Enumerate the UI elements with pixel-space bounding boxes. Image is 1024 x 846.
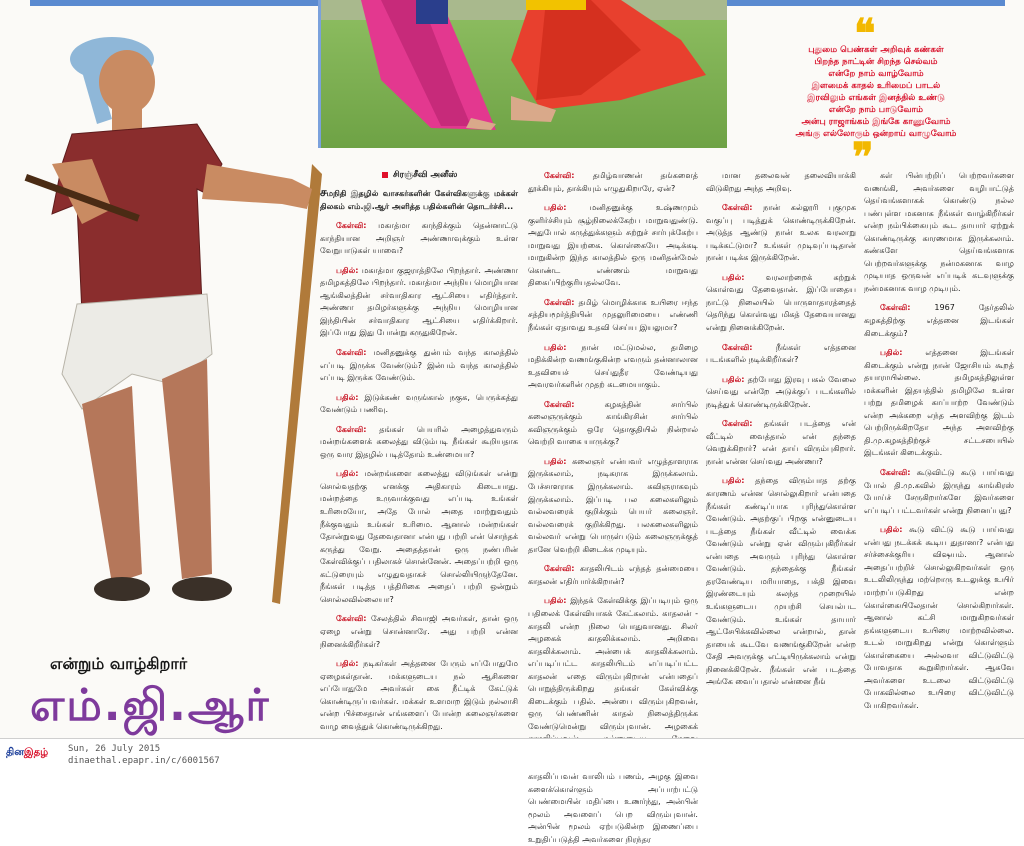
answer-label: பதில்: <box>336 469 359 479</box>
poem-line: அன்பு ராஜாங்கம் இங்கே காணுவோம் <box>801 117 951 127</box>
qa-paragraph <box>320 468 518 606</box>
qa-paragraph <box>528 595 698 846</box>
qa-paragraph <box>528 202 698 290</box>
poem-line: பிறந்த நாட்டின் சிறந்த செல்வம் <box>814 57 938 67</box>
question-label: கேள்வி: <box>336 424 367 434</box>
qa-paragraph <box>864 347 1014 460</box>
article-column-3 <box>706 170 856 736</box>
question-label: கேள்வி: <box>544 399 575 409</box>
question-label: கேள்வி: <box>722 342 753 352</box>
qa-paragraph <box>320 658 518 733</box>
answer-text: எத்தனை இடங்கள் கிடைக்கும் என்று நான் ஜோசியம் கூறத் தயாராயில்லை. தமிழகத்திலுள்ள மக்களின் இதயத்தில் தமிழிலே உள்ள பற்று தமிழைக் காப்பாற்ற வேண்டும் என்ற அக்கறை எந்த அளவிற்கு இடம் பெற்றிருக்கிறதோ அந்த அளவிற்கு தி.மு.கழகத்திற்குச் சட்டசபையில் இடங்கள் கிடைக்கும். <box>864 348 1014 458</box>
answer-text: இந்தக் கேள்விக்கு இப்படியும் ஒரு பதிலைக் கேள்வியாகக் கேட்கலாம். காதலன் - காதலி என்ற நிலை பொதுவானது. சிலர் அழகைக் காதலிக்கலாம். அறிவை காதலிக்கலாம். அன்பைக் காதலிக்கலாம். எப்படிப்பட்ட காதலியிடம் எப்படிப்பட்ட காதலன் எதை விரும்புகிறான் என்பதைப் பொறுத்திருக்கிறது தங்கள் கேள்விக்கு கிடைக்கும் பதில். அன்பை விரும்புகிறவன், ஒரு பெண்ணின் காதல் நிலைத்திருக்க வேண்டுமென்று விரும்புவான். அழகைக் காதலிப்பவன் வாலிபம் பணம், அழகு இவை களைக்கொள்ளும் அப்பாற்பட்டு பெண்மையின் மதிப்பை உணர்ந்து, அன்பின் மூலம் அவளைப் பெற விரும்புவான். அன்பின் மூலம் ஏற்படுகின்ற இணைப்பை உறுதிப்படுத்தி அவர்களை நிரந்தர <box>528 596 698 844</box>
qa-paragraph <box>320 347 518 385</box>
question-label: கேள்வி: <box>544 564 575 574</box>
mgr-illustration <box>22 14 342 614</box>
page-footer <box>0 738 1024 770</box>
question-text: தமிழ்வாணன் தங்களைத் தூக்கியும், தாக்கியும் எழுதுகிறாரே, ஏன்? <box>528 171 699 193</box>
poem-line: என்றே நாம் வாழ்வோம் <box>828 69 924 79</box>
answer-label: பதில்: <box>544 456 567 466</box>
answer-label: பதில்: <box>722 272 745 282</box>
mgr-figure <box>22 14 342 614</box>
answer-label: பதில்: <box>880 525 903 535</box>
question-label: கேள்வி: <box>544 297 575 307</box>
dancers-photo-image <box>321 0 727 148</box>
poem-lines <box>756 44 996 140</box>
answer-label: பதில்: <box>544 342 567 352</box>
qa-paragraph <box>528 170 698 195</box>
answer-text: மகாத்மா குஜராத்திலே பிறந்தார். அண்ணா தமிழகத்திலே பிறந்தார். மகாத்மா அந்நிய மொழியான ஆங்கிலத்தின் சர்வாதிகார ஆட்சியை எதிர்த்தார். அண்ணா தமிழர்களுக்கு அந்நிய மொழியான இந்தியின் சர்வாதிகார ஆட்சியை எதிர்க்கிறார். இப்போது இது போன்று கருதுகிறேன். <box>320 265 518 338</box>
article-column-2 <box>528 170 699 844</box>
answer-text: தந்தை விரும்பாத தற்கு காரணம் என்ன சொல்லுகிறார் என்பதை நீங்கள் கண்டிப்பாக புரிந்துகொள்ள வேண்டும். அதற்குப் பிறகு என்னுடைய படத்தை நீங்கள் வீட்டில் வைக்க வேண்டும் என்று ஏன் விரும்புகிறீர்கள் என்பதை அவரும் புரிந்து கொள்ள வேண்டும். தந்தைக்கு நீங்கள் தரவேண்டிய மரியாதை, பக்தி இவை இரண்டையும் கலந்த முறையில் உங்களுடைய முயற்சி செயல்பட வேண்டும். உங்கள் தாயார் ஆட்சேபிக்கவில்லை என்றால், தான் தாயைக் கூடவே வணங்குகிறேன் என்ற சேதி அவருக்கு எட்டியிருக்கலாம் என்று நினைக்கிறேன். நீங்கள் என் படத்தை அங்கே வைப்பதால் என்னை நீங் <box>706 476 856 687</box>
question-label: கேள்வி: <box>722 419 753 429</box>
qa-paragraph <box>706 202 856 265</box>
answer-label: பதில்: <box>336 265 359 275</box>
logo-part-2: இதழ் <box>23 747 49 758</box>
question-text: கழகத்தின் சார்பில் கலைஞருக்கும் காங்கிரசின் சார்பில் கவிஞருக்கும் ஒரே தொகுதியில் நின்றால் வெற்றி வாகை யாருக்கு? <box>528 399 698 447</box>
answer-text: இடுக்கண் வருங்கால் நகுக, பெருக்கத்து வேண்டும் பணிவு. <box>320 392 518 415</box>
poem-line: புதுமை பெண்கள் அறிவுக் கண்கள் <box>808 45 944 55</box>
answer-text: நான் மட்டுமல்ல, தமிழை மதிக்கின்ற வணங்குகின்ற எவரும் தன்னாலான உதவியைச் செய்துதீர வேண்டியது அவரவர்களின் முதற் கடமையாகும். <box>528 342 699 390</box>
dancers-photo <box>318 0 724 148</box>
qa-paragraph <box>706 272 856 335</box>
question-label: கேள்வி: <box>336 221 367 231</box>
answer-text: வரலாற்றைக் கற்றுக் கொள்வது தேவைதான். இப்போதைய நாட்டு நிலையில் பொருளாதாரத்தைத் தெரிந்து கொள்வது மிகத் தேவையானது என்று நினைக்கிறேன். <box>706 272 856 333</box>
article-column-1 <box>320 186 518 734</box>
question-text: தங்கள் படத்தை என் வீட்டில் வைத்தால் என் தந்தை வெறுக்கிறார்? என் தாய் விரும்புகிறார். நான் என்ன செய்வது அண்ணா? <box>706 419 857 466</box>
answer-label: பதில்: <box>336 659 359 669</box>
question-text: நீங்கள் எத்தனை படங்களில் நடிக்கிறீர்கள்? <box>706 342 856 365</box>
answer-label: பதில்: <box>722 374 745 384</box>
answer-text: நடிகர்கள் அத்தனை பேரும் எப்போதுமே ஏழைகள்தான். மக்களுடைய நல் ஆசிகளை எப்போதுமே அவர்கள் கை நீட்டிக் கேட்டுக் கொண்டிருப்பவர்கள். மக்கள் உளமாற இடும் நல்லாசி என்ற பிச்சைதான் எங்களைப் போன்ற கலைஞர்களை வாழ வைத்துக் கொண்டிருக்கிறது. <box>320 659 518 731</box>
question-label: கேள்வி: <box>336 348 367 358</box>
intro-lead-letter: ச <box>320 185 327 199</box>
answer-label: பதில்: <box>544 596 567 606</box>
byline-text: சிரஞ்சீவி அனீஸ் <box>393 170 458 180</box>
question-text: சேலத்தில் சிவாஜி அவர்கள், தான் ஒரு ஏழை என்று சொன்னாரே. அது பற்றி என்ன நினைக்கிறீர்கள்? <box>320 614 518 649</box>
poem-line: அங்கு எல்லோரும் ஒன்றாய் வாழுவோம் <box>795 129 957 139</box>
qa-paragraph <box>320 265 518 340</box>
headline-subtitle: என்றும் வாழ்கிறார் <box>50 654 188 673</box>
answer-text: கூடு விட்டு கூடு பாய்வது என்பது நடக்கக் கூடிய துதானா? என்பது சர்ச்சைக்குரிய விஷயம். ஆனால் அதைப்பற்றிச் சொல்லுகிறவர்கள் ஒரு உடலிலிருந்து மற்றொரு உடலுக்கு உயிர் மாற்றப்படுகிறது என்ற கொள்கையிலேதான் சொல்கிறார்கள். ஆனால் கட்சி மாறுகிறவர்கள் தங்களுடைய உயிரை மாற்றவில்லை. உடல் மாறுகிறது என்று கொள்ளும் கொள்கையை அல்லவா விட்டுவிட்டு போவதாக கூறுகிறார்கள். ஆகவே அவர்களை உடலை விட்டுவிட்டு போகவில்லை உயிரை விட்டுவிட்டு போகிறவர்கள். <box>864 525 1014 710</box>
answer-text: தற்போது இரவு பகல் வேலை செய்வது என்றே அடுக்குப் படங்களில் நடித்துக் கொண்டிருக்கிறேன். <box>706 374 857 409</box>
qa-paragraph <box>864 467 1014 517</box>
newspaper-logo <box>6 747 48 759</box>
qa-paragraph <box>864 302 1014 340</box>
question-label: கேள்வி: <box>336 614 367 624</box>
qa-paragraph <box>528 456 698 556</box>
qa-paragraph <box>706 170 856 195</box>
qa-paragraph <box>706 342 856 367</box>
answer-label: பதில்: <box>336 392 359 402</box>
question-label: கேள்வி: <box>880 468 911 478</box>
qa-paragraph <box>864 170 1014 295</box>
qa-paragraph <box>528 297 698 335</box>
headline-title: எம்.ஜி.ஆர் <box>30 680 271 731</box>
poem-line: இரவிலும் எங்கள் இனத்தில் உண்டு <box>807 93 945 103</box>
qa-paragraph <box>320 220 518 258</box>
question-text: மகாத்மா காந்திக்கும் தென்னாட்டு காந்தியான அறிஞர் அண்ணாவுக்கும் உள்ள வேறுபாடுகள் யாவை? <box>320 221 518 256</box>
qa-paragraph <box>706 418 856 468</box>
question-text: நான் கல்லூரி புகுமுக வகுப்பு படித்துக் கொண்டிருக்கிறேன். அடுத்த ஆண்டு நான் உலக வரலாறு படிக்கட்டுமா? உங்கள் முடிவுப்படிதான் நான் படிக்க இருக்கிறேன். <box>706 203 856 263</box>
question-text: கூடுவிட்டு கூடு பாய்வது போல் தி.மு.கவில் இருந்து காங்கிரஸ் போய்ச் சேருகிறார்களே இவர்களை எப்படிப் பட்டவர்கள் என்று நினைப்பது? <box>864 468 1015 515</box>
poem-box <box>744 10 1009 181</box>
question-label: கேள்வி: <box>544 171 575 180</box>
answer-label: பதில்: <box>544 203 567 213</box>
answer-text: மனிதனுக்கு உஷ்ணமும் குளிர்ச்சியும் சூழ்நிலைக்கேற்ப மாறுவதுண்டு. அதுபோல் கருத்துக்களும் சுற்றுச் சார்புக்கேற்ப மாறுவது இயற்கை. கொள்கையே அடிக்கடி மாறுகின்ற இந்த காலத்தில் ஒரு மனிதன்மேல் கொண்ட எண்ணம் மாறுவது திகைப்பிற்குரியதல்லவே. <box>528 203 698 288</box>
qa-paragraph <box>864 524 1014 712</box>
answer-text: மன்றங்களை கலைத்து விடுங்கள் என்று சொல்வதற்கு எனக்கு அதிகாரம் கிடையாது. மன்றத்தை உருவாக்குவது எப்படி உங்கள் உரிமையோ, அதே போல் அதை மாற்றுவதும் நீக்குவதும் உங்கள் உரிமை. ஆனால் மன்றங்கள் தோன்றுவது தேவைதானா என்பது பற்றி என் சொந்தக் கருத்து வேறு. அதைத்தான் ஒரு நண்பரின் கேள்விக்குப் பதிலாகச் சொன்னேன். அதைப்பற்றி ஒரு கட்டுரையும் எழுதுவதாகச் சொல்லியிருந்தேனே. நீங்கள் படித்த பத்திரிகை அதைப் பற்றி ஒன்றும் சொல்லவில்லையா? <box>320 469 518 604</box>
answer-label: பதில்: <box>880 348 903 358</box>
question-label: கேள்வி: <box>880 303 911 313</box>
qa-paragraph <box>320 392 518 417</box>
qa-paragraph <box>528 399 698 449</box>
answer-text: கலைஞர் என்பவர் எழுத்தாளராக இருக்கலாம், நடிகராக இருக்கலாம். பேச்சாளராக இருக்கலாம். கவிஞராகவும் இருக்கலாம். இப்படி பல கலைகளிலும் வல்லவரைக் குறிக்கும் பெயர் கலைஞர். வல்லவரைக் குறிக்கிறது. பலகலைகளிலும் வல்லவர் என்று பொருள்படும் கலைஞருக்குத் தானே வெற்றி கிடைக்க முடியும். <box>528 456 698 554</box>
edition-url[interactable]: dinaethal.epapr.in/c/6001567 <box>68 756 220 766</box>
edition-date: Sun, 26 July 2015 <box>68 744 161 754</box>
logo-part-1: தின <box>6 747 24 758</box>
article-column-4 <box>864 170 1014 736</box>
question-text: காதலியிடம் எந்தத் தன்மையை காதலன் எதிர்பார்க்கிறான்? <box>528 564 699 586</box>
close-quote-icon: ❞ <box>852 134 874 181</box>
qa-paragraph <box>320 424 518 462</box>
question-label: கேள்வி: <box>722 203 753 213</box>
byline <box>382 170 457 181</box>
poem-line: என்றே நாம் பாடுவோம் <box>828 105 924 115</box>
intro-paragraph <box>320 186 518 213</box>
question-text: 1967 தேர்தலில் கழகத்திற்கு எத்தனை இடங்கள் கிடைக்கும்? <box>864 303 1014 338</box>
qa-paragraph <box>706 475 856 688</box>
answer-label: பதில்: <box>722 476 745 486</box>
qa-paragraph <box>320 613 518 651</box>
footer-meta <box>68 743 220 767</box>
continued-text: கள் பின்பற்றிப் பெற்றவர்களை வணங்கி, அவர்களை வழிபாட்டுத் தெய்வங்களாகக் கொண்டு நல்ல பண்புள்ள மகனாக நீங்கள் வாழ்கிறீர்கள் என்ற நம்பிக்கையும் கூட தாயார் ஏற்றுக் கொண்டிருக்கு காரணமாக இருக்கலாம். கண்களே தெய்வங்களாக பெற்றவர்களுக்கு நன்மகனாக வாழ முடியாத ஒருவன் எப்படிக் கடவுளுக்கு நன்மகனாக வாழ முடியும். <box>864 171 1014 293</box>
open-quote-icon: ❝ <box>854 10 876 57</box>
qa-paragraph <box>528 563 698 588</box>
qa-paragraph <box>528 342 698 392</box>
question-text: தமிழ் மொழிக்காக உயிரை ஈந்த சத்தியமூர்த்தியின் முதலுரிமையை எண்ணி நீங்கள் ஏதாவது உதவி செய்ய இயலுமா? <box>528 297 698 333</box>
poem-line: இளமைக் காதல் உரிமைப் பாடல் <box>811 81 941 91</box>
qa-paragraph <box>706 374 856 412</box>
continued-text: மான தலைவன் தலைவியாக்கி விடுகிறது அந்த அறிவு. <box>706 171 856 193</box>
question-text: மனிதனுக்கு துன்பம் வந்த காலத்தில் எப்படி இருக்க வேண்டும்? இன்பம் வந்த காலத்தில் எப்படி இருக்க வேண்டும். <box>320 348 518 383</box>
byline-marker-icon <box>382 172 388 178</box>
intro-text: மநிதி இதழில் வாசகர்களின் கேள்விகளுக்கு மக்கள் திலகம் எம்.ஜி.ஆர் அளித்த பதில்களின் தொடர்ச்சி... <box>320 189 518 211</box>
question-text: தங்கள் பெயரில் அழைத்துவரும் மன்றங்களைக் கலைத்து விடும்படி நீங்கள் கூறியதாக ஒரு வார இதழில் படித்தோம் உண்மையா? <box>320 424 518 459</box>
